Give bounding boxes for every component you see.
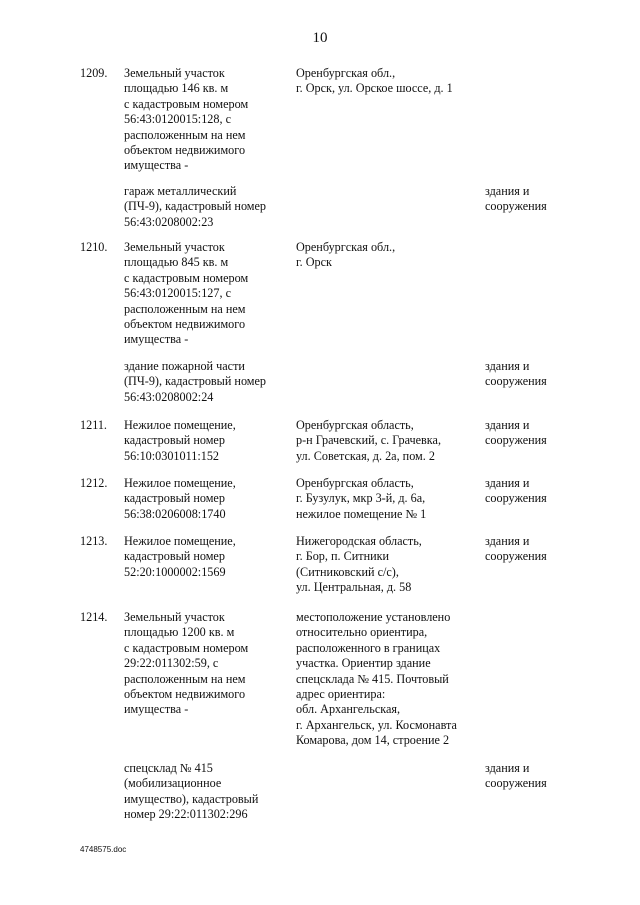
property-description-line: с кадастровым номером [124,270,249,285]
property-type-line: сооружения [485,491,547,506]
property-description-line: Земельный участок [124,240,225,254]
property-address-line: ул. Советская, д. 2а, пом. 2 [296,448,435,463]
property-address-line: г. Бузулук, мкр 3-й, д. 6а, [296,491,426,506]
entry-number: 1209. [80,66,108,80]
property-description [124,418,294,464]
property-description-line: номер 29:22:011302:296 [124,807,248,822]
property-type-line: сооружения [485,776,547,791]
property-address-line: Оренбургская область, [296,476,414,490]
property-address-line: г. Орск [296,255,332,270]
property-description-line: 56:10:0301011:152 [124,448,220,463]
property-address-line: спецсклада № 415. Почтовый [296,671,449,686]
property-description-line: 56:43:0120015:128, с [124,112,231,127]
property-description-line: кадастровый номер [124,433,225,448]
property-address-line: г. Бор, п. Ситники [296,549,390,564]
property-description-line: имущества - [124,332,189,347]
property-description-line: расположенным на нем [124,301,246,316]
property-type-line: сооружения [485,199,547,214]
property-address-line: г. Архангельск, ул. Космонавта [296,717,457,732]
property-address-line: расположенного в границах [296,640,441,655]
property-description-line: Нежилое помещение, [124,476,236,490]
property-description-line: площадью 146 кв. м [124,81,229,96]
property-address-line: (Ситниковский с/с), [296,564,399,579]
property-address-line: Комарова, дом 14, строение 2 [296,733,450,748]
property-description-line: кадастровый номер [124,549,225,564]
property-description-line: 56:43:0120015:127, с [124,286,231,301]
property-description-line: с кадастровым номером [124,96,249,111]
property-type-line: здания и [485,418,530,432]
property-description-line: объектом недвижимого [124,143,246,158]
property-description-line: спецсклад № 415 [124,761,213,775]
property-address [296,418,481,464]
entry-number: 1214. [80,610,108,624]
property-description [124,359,294,405]
property-type [485,184,605,215]
property-address-line: адрес ориентира: [296,687,386,702]
property-address-line: относительно ориентира, [296,625,428,640]
property-description-line: площадью 845 кв. м [124,255,229,270]
property-type [485,418,605,449]
entry-number: 1213. [80,534,108,548]
property-description [124,66,294,174]
property-type-line: сооружения [485,549,547,564]
property-address-line: Оренбургская обл., [296,66,396,80]
property-description-line: гараж металлический [124,184,237,198]
property-address-line: ул. Центральная, д. 58 [296,580,412,595]
property-description-line: Нежилое помещение, [124,534,236,548]
property-description-line: 56:38:0206008:1740 [124,506,226,521]
property-description-line: с кадастровым номером [124,640,249,655]
property-address-line: г. Орск, ул. Орское шоссе, д. 1 [296,81,453,96]
property-description [124,534,294,580]
property-address-line: Оренбургская обл., [296,240,396,254]
property-type [485,761,605,792]
property-description-line: площадью 1200 кв. м [124,625,235,640]
property-address-line: р-н Грачевский, с. Грачевка, [296,433,441,448]
property-description-line: кадастровый номер [124,491,225,506]
property-type-line: здания и [485,534,530,548]
property-address-line: местоположение установлено [296,610,451,624]
property-description-line: здание пожарной части [124,359,245,373]
property-address [296,534,481,596]
property-description-line: 52:20:1000002:1569 [124,564,226,579]
property-description [124,761,294,823]
property-address [296,240,481,271]
property-description-line: 29:22:011302:59, с [124,656,219,671]
property-description-line: (ПЧ-9), кадастровый номер [124,199,267,214]
property-description [124,610,294,718]
property-address-line: Оренбургская область, [296,418,414,432]
property-address-line: нежилое помещение № 1 [296,506,427,521]
property-description-line: имущества - [124,702,189,717]
property-type-line: сооружения [485,374,547,389]
property-address-line: обл. Архангельская, [296,702,401,717]
document-filename: 4748575.doc [80,845,127,854]
entry-number: 1210. [80,240,108,254]
property-type-line: здания и [485,359,530,373]
property-description [124,240,294,348]
entry-number: 1212. [80,476,108,490]
property-type-line: сооружения [485,433,547,448]
property-type [485,359,605,390]
property-description [124,476,294,522]
property-address-line: участка. Ориентир здание [296,656,431,671]
property-description-line: 56:43:0208002:24 [124,389,214,404]
property-type [485,534,605,565]
page-number: 10 [312,30,328,46]
property-description-line: объектом недвижимого [124,317,246,332]
property-description-line: (мобилизационное [124,776,222,791]
property-address-line: Нижегородская область, [296,534,422,548]
property-description-line: Нежилое помещение, [124,418,236,432]
property-description-line: (ПЧ-9), кадастровый номер [124,374,267,389]
property-description-line: 56:43:0208002:23 [124,214,214,229]
property-description-line: объектом недвижимого [124,687,246,702]
property-description-line: Земельный участок [124,66,225,80]
entry-number: 1211. [80,418,107,432]
property-description-line: расположенным на нем [124,127,246,142]
property-description-line: Земельный участок [124,610,225,624]
property-type [485,476,605,507]
property-description-line: имущества - [124,158,189,173]
property-description [124,184,294,230]
property-address [296,66,481,97]
property-type-line: здания и [485,761,530,775]
property-address [296,476,481,522]
property-type-line: здания и [485,476,530,490]
property-type-line: здания и [485,184,530,198]
property-address [296,610,481,749]
property-description-line: расположенным на нем [124,671,246,686]
property-description-line: имущество), кадастровый [124,791,259,806]
